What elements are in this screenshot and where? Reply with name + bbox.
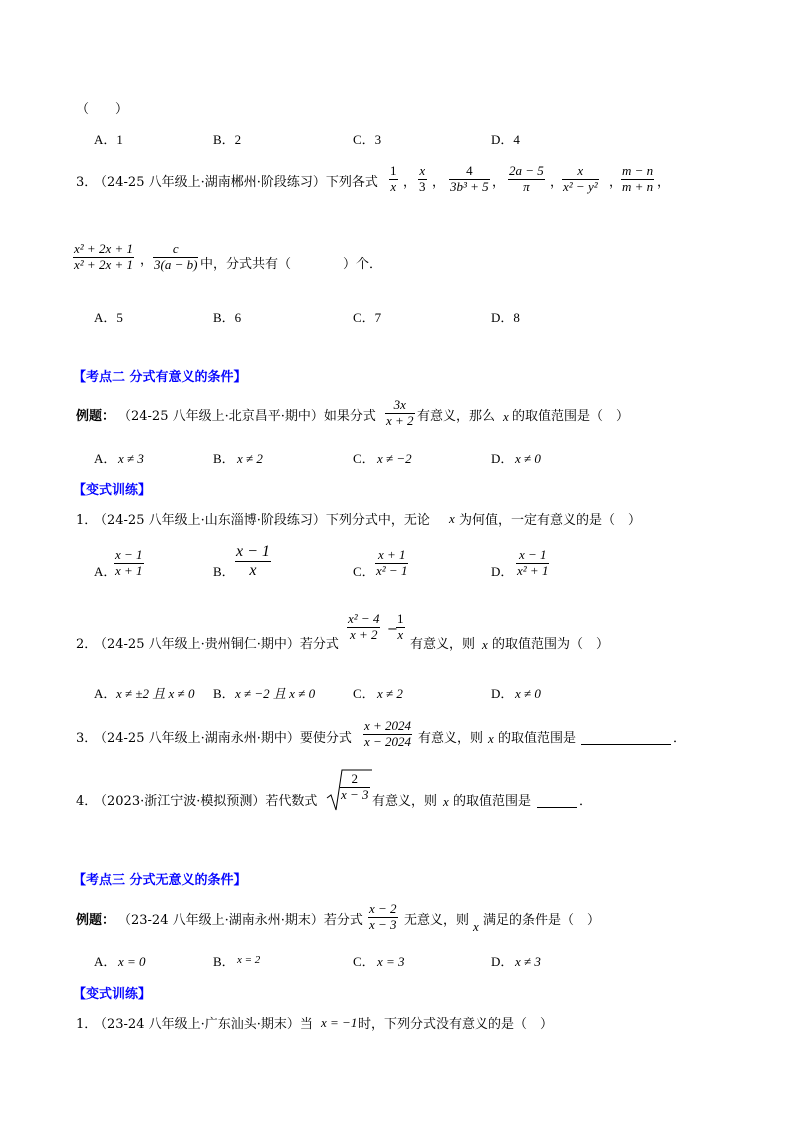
option-d-value: x ≠ 0 [515, 686, 541, 701]
question-text: （23-24 八年级上·广东汕头·期末）当 [94, 1017, 313, 1032]
option-d-value: x ≠ 3 [515, 954, 541, 969]
practice-title: 【变式训练】 [73, 483, 152, 498]
option-b-label: B． [213, 686, 235, 701]
separator: ， [550, 175, 564, 190]
variable: x [473, 919, 479, 934]
section-title: 【考点二 分式有意义的条件】 [73, 370, 247, 385]
option-a: A．1 [94, 132, 123, 147]
question-number: 3． [76, 175, 98, 190]
question-text: 为何值，一定有意义的是（ ） [459, 513, 642, 528]
question-text: （24-25 八年级上·贵州铜仁·期中）若分式 [94, 637, 339, 652]
option-d-value: x ≠ 0 [515, 451, 541, 466]
separator: ， [403, 175, 417, 190]
variable: x [449, 511, 455, 526]
option-a-label: A． [94, 954, 117, 969]
fraction: $\frac{m - n}{m + n}$ [622, 163, 654, 194]
answer-paren: （ ） [76, 102, 129, 117]
option-b-label: B． [213, 451, 235, 466]
separator: ， [657, 175, 671, 190]
question-text: （24-25 八年级上·山东淄博·阶段练习）下列分式中，无论 [94, 513, 430, 528]
option-a-fraction: $\frac{x - 1}{x + 1}$ [115, 547, 143, 578]
question-text: （24-25 八年级上·湖南永州·期中）要使分式 [94, 731, 352, 746]
fraction: $\frac{x - 2}{x - 3}$ [369, 901, 397, 932]
period: ． [673, 731, 687, 746]
answer-blank[interactable] [537, 807, 577, 808]
option-a-value: x ≠ ±2 且 x ≠ 0 [116, 686, 195, 701]
question-text: 的取值范围是 [498, 731, 577, 746]
fraction: $\frac{4}{\text{3b³ + 5}}$ [450, 163, 489, 194]
example-label: 例题： [76, 409, 116, 424]
practice-title: 【变式训练】 [73, 987, 152, 1002]
separator: ， [609, 175, 623, 190]
option-b: B．6 [213, 310, 242, 325]
condition: x = −1 [321, 1015, 358, 1030]
option-c-label: C． [353, 686, 375, 701]
option-a-value: x = 0 [118, 954, 146, 969]
question-number: 1． [76, 1017, 98, 1032]
option-d-label: D． [491, 564, 514, 579]
example-label: 例题： [76, 913, 116, 928]
option-c-value: x = 3 [377, 954, 405, 969]
option-d-label: D． [491, 954, 514, 969]
variable: x [488, 731, 494, 746]
option-c-fraction: $\frac{x + 1}{\text{x² − 1}}$ [376, 547, 408, 578]
option-b-fraction: $\frac{x - 1}{x}$ [236, 543, 270, 580]
option-d: D．4 [491, 132, 520, 147]
question-number: 3． [76, 731, 98, 746]
option-d-label: D． [491, 686, 514, 701]
option-a-label: A． [94, 564, 117, 579]
option-a-label: A． [94, 451, 117, 466]
option-c-label: C． [353, 954, 375, 969]
question-text: 无意义，则 [404, 913, 470, 928]
question-text: 有意义，那么 [417, 409, 496, 424]
question-number: 4． [76, 794, 98, 809]
fraction: $\frac{\text{x² − 4}}{x + 2}$ [348, 611, 380, 642]
question-text: （23-24 八年级上·湖南永州·期末）若分式 [118, 913, 363, 928]
option-b-value: x ≠ −2 且 x ≠ 0 [235, 686, 316, 701]
question-text: 的取值范围为（ ） [492, 637, 610, 652]
question-text: 的取值范围是 [453, 794, 532, 809]
option-d-label: D． [491, 451, 514, 466]
variable: x [482, 637, 488, 652]
option-c: C．7 [353, 310, 382, 325]
option-a: A．5 [94, 310, 123, 325]
option-b: B．2 [213, 132, 242, 147]
option-d-fraction: $\frac{x - 1}{\text{x² + 1}}$ [517, 547, 549, 578]
fraction: $\frac{3x}{x + 2}$ [386, 397, 414, 428]
fraction: $\frac{1}{x}$ [397, 611, 404, 642]
variable: x [443, 794, 449, 809]
question-text: （2023·浙江宁波·模拟预测）若代数式 [94, 794, 318, 809]
option-a-label: A． [94, 686, 117, 701]
option-a-value: x ≠ 3 [118, 451, 144, 466]
question-text: 中，分式共有（ ）个． [200, 257, 383, 272]
period: ． [579, 794, 593, 809]
option-b-value: x = 2 [237, 954, 261, 966]
fraction: $\frac{x}{\text{x² − y²}}$ [563, 163, 598, 194]
option-c-label: C． [353, 564, 375, 579]
fraction: $\frac{1}{x}$ [390, 163, 397, 194]
variable: x [503, 409, 509, 424]
fraction: $\frac{\text{x² + 2x + 1}}{\text{x² + 2x + 1}}$ [74, 241, 133, 272]
option-c-value: x ≠ −2 [377, 451, 412, 466]
option-b-label: B． [213, 564, 235, 579]
fraction: $\frac{2}{x - 3}$ [341, 771, 369, 802]
separator: ， [492, 175, 506, 190]
option-d: D．8 [491, 310, 520, 325]
question-text: 时，下列分式没有意义的是（ ） [358, 1017, 554, 1032]
fraction: $\frac{c}{3(a - b)}$ [154, 241, 198, 272]
question-number: 1． [76, 513, 98, 528]
minus-sign: − [387, 622, 398, 637]
fraction: $\frac{x + 2024}{x - 2024}$ [364, 718, 412, 749]
option-c-label: C． [353, 451, 375, 466]
question-text: 有意义，则 [372, 794, 438, 809]
question-text: （24-25 八年级上·北京昌平·期中）如果分式 [118, 409, 376, 424]
fraction: $\frac{2a - 5}{\pi}$ [509, 163, 544, 194]
section-title: 【考点三 分式无意义的条件】 [73, 873, 247, 888]
fraction: $\frac{x}{3}$ [419, 163, 426, 194]
question-text: 有意义，则 [418, 731, 484, 746]
option-c-value: x ≠ 2 [377, 686, 403, 701]
separator: ， [432, 175, 446, 190]
separator: ， [140, 253, 154, 268]
option-b-label: B． [213, 954, 235, 969]
question-text: （24-25 八年级上·湖南郴州·阶段练习）下列各式 [94, 175, 378, 190]
option-b-value: x ≠ 2 [237, 451, 263, 466]
question-text: 满足的条件是（ ） [483, 913, 601, 928]
answer-blank[interactable] [581, 744, 671, 745]
option-c: C．3 [353, 132, 382, 147]
question-text: 有意义，则 [410, 637, 476, 652]
question-text: 的取值范围是（ ） [512, 409, 630, 424]
question-number: 2． [76, 637, 98, 652]
